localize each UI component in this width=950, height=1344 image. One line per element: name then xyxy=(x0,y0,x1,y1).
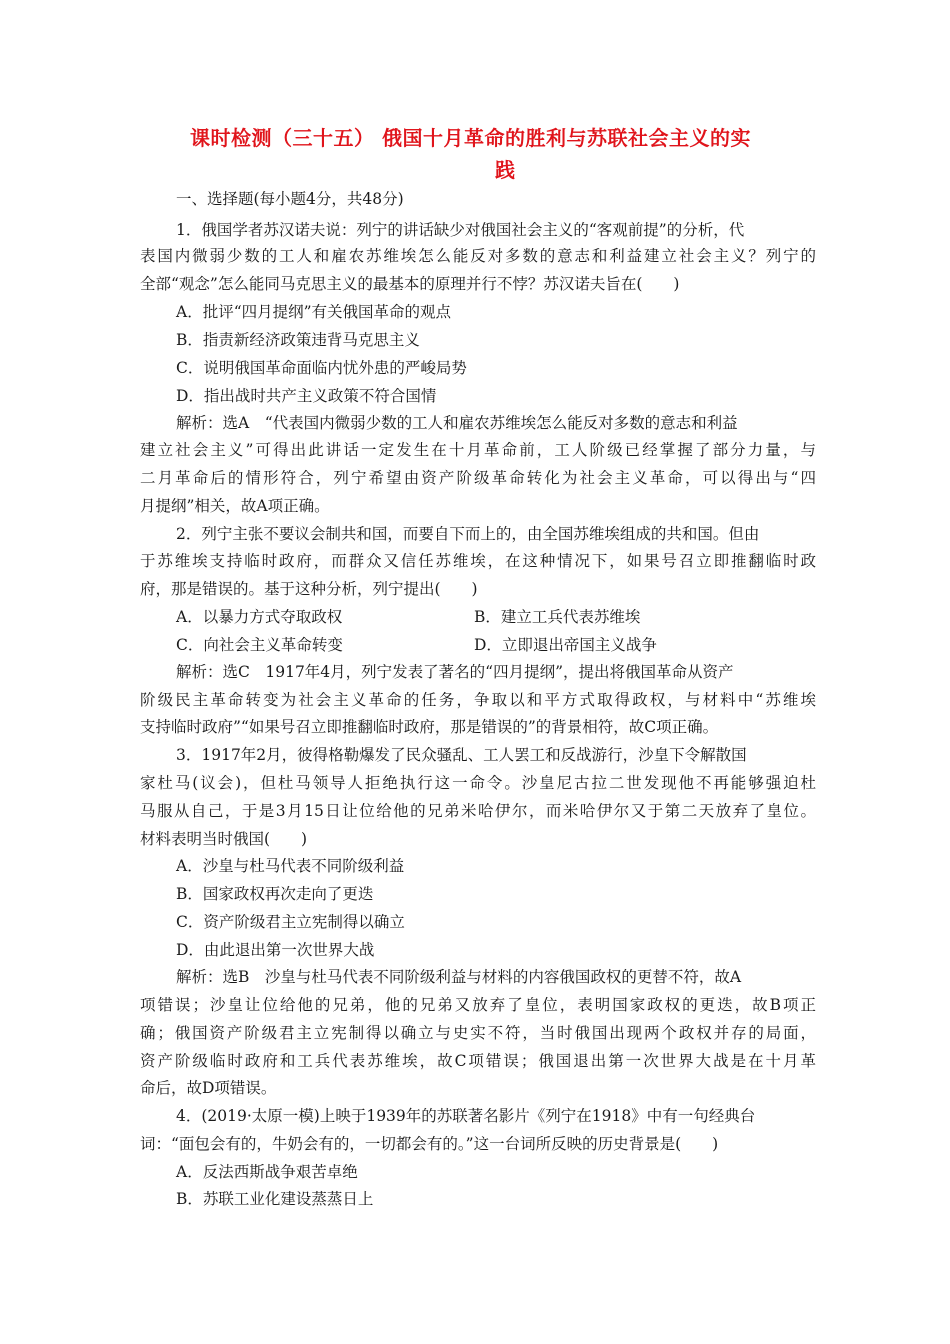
q2-option-d: D．立即退出帝国主义战争 xyxy=(474,636,657,654)
q4-stem-line-1: 4．(2019·太原一模)上映于1939年的苏联著名影片《列宁在1918》中有一句经典台 xyxy=(176,1107,756,1125)
q2-stem-line-1: 2．列宁主张不要议会制共和国，而要自下而上的，由全国苏维埃组成的共和国。但由 xyxy=(176,525,760,543)
q4-stem-line-2: 词：“面包会有的，牛奶会有的，一切都会有的。”这一台词所反映的历史背景是( ) xyxy=(140,1135,719,1153)
q1-stem-line-2: 表国内微弱少数的工人和雇农苏维埃怎么能反对多数的意志和利益建立社会主义？列宁的 xyxy=(140,247,816,265)
q2-answer-line-3: 支持临时政府”“如果号召立即推翻临时政府，那是错误的”的背景相符，故C项正确。 xyxy=(140,718,719,736)
section-header: 一、选择题(每小题4分，共48分) xyxy=(176,190,404,208)
q4-option-a: A．反法西斯战争艰苦卓绝 xyxy=(176,1163,358,1181)
q4-option-b: B．苏联工业化建设蒸蒸日上 xyxy=(176,1190,374,1208)
q3-answer-line-4: 资产阶级临时政府和工兵代表苏维埃，故C项错误；俄国退出第一次世界大战是在十月革 xyxy=(140,1052,816,1070)
q3-answer-line-3: 确；俄国资产阶级君主立宪制得以确立与史实不符，当时俄国出现两个政权并存的局面， xyxy=(140,1024,816,1042)
title-line-1: 课时检测（三十五） 俄国十月革命的胜利与苏联社会主义的实 xyxy=(190,126,751,150)
q1-option-b: B．指责新经济政策违背马克思主义 xyxy=(176,331,420,349)
q1-option-d: D．指出战时共产主义政策不符合国情 xyxy=(176,387,437,405)
q2-stem-line-3: 府，那是错误的。基于这种分析，列宁提出( ) xyxy=(140,580,478,598)
q3-stem-line-3: 马服从自己，于是3月15日让位给他的兄弟米哈伊尔，而米哈伊尔又于第二天放弃了皇位。 xyxy=(140,802,816,820)
q3-option-b: B．国家政权再次走向了更迭 xyxy=(176,885,374,903)
q3-answer-line-5: 命后，故D项错误。 xyxy=(140,1079,277,1097)
q3-option-c: C．资产阶级君主立宪制得以确立 xyxy=(176,913,405,931)
page-title xyxy=(190,122,820,186)
q3-option-a: A．沙皇与杜马代表不同阶级利益 xyxy=(176,857,405,875)
q1-stem-line-1: 1．俄国学者苏汉诺夫说：列宁的讲话缺少对俄国社会主义的“客观前提”的分析，代 xyxy=(176,221,745,239)
q2-option-a: A．以暴力方式夺取政权 xyxy=(176,608,343,626)
q3-stem-line-1: 3．1917年2月，彼得格勒爆发了民众骚乱、工人罢工和反战游行，沙皇下令解散国 xyxy=(176,746,747,764)
q1-answer-line-1: 解析：选A “代表国内微弱少数的工人和雇农苏维埃怎么能反对多数的意志和利益 xyxy=(176,414,738,432)
q3-stem-line-2: 家杜马(议会)，但杜马领导人拒绝执行这一命令。沙皇尼古拉二世发现他不再能够强迫杜 xyxy=(140,774,816,792)
q2-option-c: C．向社会主义革命转变 xyxy=(176,636,343,654)
q2-stem-line-2: 于苏维埃支持临时政府，而群众又信任苏维埃，在这种情况下，如果号召立即推翻临时政 xyxy=(140,552,816,570)
q2-answer-line-1: 解析：选C 1917年4月，列宁发表了著名的“四月提纲”，提出将俄国革命从资产 xyxy=(176,663,734,681)
q1-stem-line-3: 全部“观念”怎么能同马克思主义的最基本的原理并行不悖？苏汉诺夫旨在( ) xyxy=(140,275,680,293)
q3-answer-line-1: 解析：选B 沙皇与杜马代表不同阶级利益与材料的内容俄国政权的更替不符，故A xyxy=(176,968,742,986)
q1-answer-line-3: 二月革命后的情形符合，列宁希望由资产阶级革命转化为社会主义革命，可以得出与“四 xyxy=(140,469,816,487)
q1-answer-line-2: 建立社会主义”可得出此讲话一定发生在十月革命前，工人阶级已经掌握了部分力量，与 xyxy=(140,441,816,459)
q3-stem-line-4: 材料表明当时俄国( ) xyxy=(140,830,308,848)
q1-option-c: C．说明俄国革命面临内忧外患的严峻局势 xyxy=(176,359,467,377)
q2-option-b: B．建立工兵代表苏维埃 xyxy=(474,608,641,626)
q2-answer-line-2: 阶级民主革命转变为社会主义革命的任务，争取以和平方式取得政权，与材料中“苏维埃 xyxy=(140,691,816,709)
q3-option-d: D．由此退出第一次世界大战 xyxy=(176,941,375,959)
title-line-2: 践 xyxy=(495,158,515,182)
q3-answer-line-2: 项错误；沙皇让位给他的兄弟，他的兄弟又放弃了皇位，表明国家政权的更迭，故B项正 xyxy=(140,996,816,1014)
q1-answer-line-4: 月提纲”相关，故A项正确。 xyxy=(140,497,330,515)
q1-option-a: A．批评“四月提纲”有关俄国革命的观点 xyxy=(176,303,452,321)
